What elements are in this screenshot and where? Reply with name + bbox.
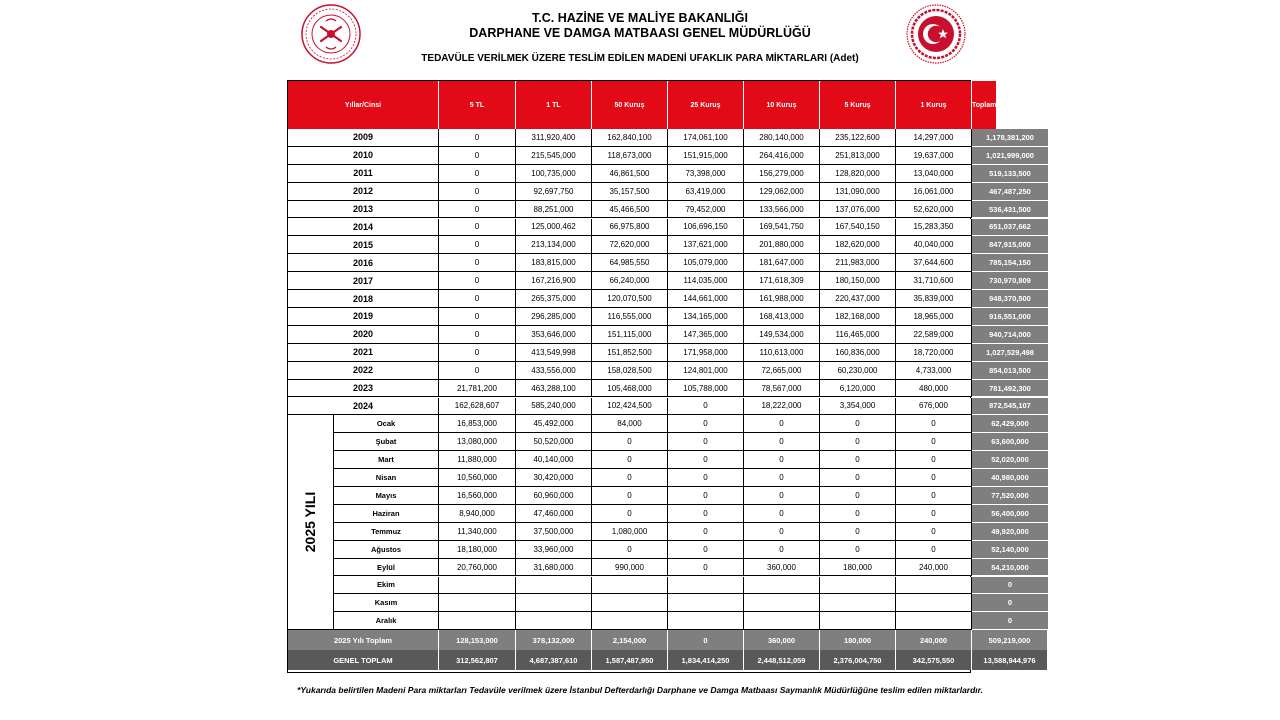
table-cell: 46,861,500	[592, 165, 668, 183]
table-cell	[668, 612, 744, 630]
table-cell: 133,566,000	[744, 201, 820, 219]
table-cell: 0	[668, 541, 744, 559]
table-cell: 79,452,000	[668, 201, 744, 219]
table-cell: 181,647,000	[744, 254, 820, 272]
row-month-label: Nisan	[334, 469, 439, 487]
column-header: 50 Kuruş	[592, 81, 668, 129]
row-total: 916,551,000	[972, 308, 1048, 326]
table-cell: 73,398,000	[668, 165, 744, 183]
table-cell: 360,000	[744, 559, 820, 577]
row-year-label: 2010	[288, 147, 439, 165]
table-cell: 0	[439, 254, 516, 272]
grand-total-cell: 1,587,487,950	[592, 650, 668, 670]
row-year-label: 2011	[288, 165, 439, 183]
row-total: 40,980,000	[972, 469, 1048, 487]
table-cell: 4,733,000	[896, 362, 972, 380]
table-cell: 6,120,000	[820, 380, 896, 398]
year-total-cell: 378,132,000	[516, 630, 592, 650]
table-cell: 37,500,000	[516, 523, 592, 541]
table-cell: 0	[592, 451, 668, 469]
row-total: 872,545,107	[972, 398, 1048, 416]
year-2025-label	[288, 415, 334, 630]
row-total: 1,178,381,200	[972, 129, 1048, 147]
year-total-cell: 180,000	[820, 630, 896, 650]
table-cell: 0	[668, 559, 744, 577]
row-year-label: 2015	[288, 236, 439, 254]
table-cell: 45,492,000	[516, 415, 592, 433]
table-cell: 0	[820, 523, 896, 541]
table-cell: 161,988,000	[744, 290, 820, 308]
row-year-label: 2009	[288, 129, 439, 147]
table-cell: 0	[439, 165, 516, 183]
table-cell: 147,365,000	[668, 326, 744, 344]
table-cell: 11,880,000	[439, 451, 516, 469]
grand-total-sum: 13,588,944,976	[972, 650, 1048, 670]
table-cell: 0	[820, 505, 896, 523]
table-cell: 33,960,000	[516, 541, 592, 559]
table-cell: 52,620,000	[896, 201, 972, 219]
table-cell: 182,168,000	[820, 308, 896, 326]
row-total: 0	[972, 594, 1048, 612]
table-cell: 990,000	[592, 559, 668, 577]
table-cell: 0	[668, 487, 744, 505]
table-cell	[592, 577, 668, 595]
table-cell	[668, 594, 744, 612]
table-cell: 182,620,000	[820, 236, 896, 254]
table-cell: 235,122,600	[820, 129, 896, 147]
row-month-label: Aralık	[334, 612, 439, 630]
table-cell: 18,720,000	[896, 344, 972, 362]
table-cell: 265,375,000	[516, 290, 592, 308]
table-cell: 66,975,800	[592, 219, 668, 237]
column-header: Toplam	[972, 81, 997, 129]
table-cell: 201,880,000	[744, 236, 820, 254]
table-cell: 171,618,309	[744, 272, 820, 290]
table-cell: 0	[820, 451, 896, 469]
table-cell: 16,560,000	[439, 487, 516, 505]
table-cell: 35,839,000	[896, 290, 972, 308]
table-cell: 264,416,000	[744, 147, 820, 165]
coin-quantity-table	[287, 80, 1036, 673]
table-cell	[592, 594, 668, 612]
table-cell: 20,760,000	[439, 559, 516, 577]
column-header: 1 TL	[516, 81, 592, 129]
table-cell	[744, 577, 820, 595]
table-cell: 215,545,000	[516, 147, 592, 165]
table-cell: 0	[439, 308, 516, 326]
table-cell: 64,985,550	[592, 254, 668, 272]
table-cell: 60,230,000	[820, 362, 896, 380]
table-cell: 413,549,998	[516, 344, 592, 362]
table-cell: 45,466,500	[592, 201, 668, 219]
table-cell: 60,960,000	[516, 487, 592, 505]
row-total: 847,915,000	[972, 236, 1048, 254]
table-cell: 0	[439, 219, 516, 237]
row-year-label: 2020	[288, 326, 439, 344]
table-cell	[439, 577, 516, 595]
table-cell: 84,000	[592, 415, 668, 433]
row-month-label: Ekim	[334, 577, 439, 595]
table-cell: 0	[668, 523, 744, 541]
table-cell: 37,644,600	[896, 254, 972, 272]
table-cell: 110,613,000	[744, 344, 820, 362]
table-cell: 72,665,000	[744, 362, 820, 380]
table-cell: 0	[896, 469, 972, 487]
row-total: 651,037,662	[972, 219, 1048, 237]
table-cell: 251,813,000	[820, 147, 896, 165]
row-year-label: 2013	[288, 201, 439, 219]
row-total: 0	[972, 612, 1048, 630]
table-cell: 169,541,750	[744, 219, 820, 237]
table-cell: 0	[439, 272, 516, 290]
table-cell: 16,853,000	[439, 415, 516, 433]
table-cell: 114,035,000	[668, 272, 744, 290]
table-cell: 40,140,000	[516, 451, 592, 469]
table-cell: 125,000,462	[516, 219, 592, 237]
table-cell: 3,354,000	[820, 398, 896, 416]
table-cell: 19,637,000	[896, 147, 972, 165]
row-total: 1,021,999,000	[972, 147, 1048, 165]
grand-total-cell: 1,834,414,250	[668, 650, 744, 670]
table-cell: 0	[439, 362, 516, 380]
row-year-label: 2014	[288, 219, 439, 237]
table-cell: 21,781,200	[439, 380, 516, 398]
grand-total-cell: 4,687,387,610	[516, 650, 592, 670]
table-cell	[439, 612, 516, 630]
grand-total-cell: 2,376,004,750	[820, 650, 896, 670]
row-month-label: Mayıs	[334, 487, 439, 505]
table-cell: 1,080,000	[592, 523, 668, 541]
table-cell	[439, 594, 516, 612]
table-cell: 211,983,000	[820, 254, 896, 272]
table-cell: 0	[668, 433, 744, 451]
table-cell	[896, 577, 972, 595]
table-cell: 18,180,000	[439, 541, 516, 559]
year-total-label: 2025 Yılı Toplam	[288, 630, 439, 650]
table-cell: 0	[896, 505, 972, 523]
table-cell: 0	[820, 487, 896, 505]
table-cell: 102,424,500	[592, 398, 668, 416]
table-cell: 129,062,000	[744, 183, 820, 201]
row-total: 854,013,500	[972, 362, 1048, 380]
row-total: 0	[972, 577, 1048, 595]
table-cell: 213,134,000	[516, 236, 592, 254]
table-cell	[896, 594, 972, 612]
table-cell	[516, 594, 592, 612]
row-total: 785,154,150	[972, 254, 1048, 272]
table-cell: 0	[744, 469, 820, 487]
table-cell: 118,673,000	[592, 147, 668, 165]
table-cell: 8,940,000	[439, 505, 516, 523]
table-cell: 128,820,000	[820, 165, 896, 183]
row-month-label: Ocak	[334, 415, 439, 433]
table-cell: 47,460,000	[516, 505, 592, 523]
table-cell: 151,852,500	[592, 344, 668, 362]
table-cell: 134,165,000	[668, 308, 744, 326]
table-cell: 0	[592, 541, 668, 559]
column-header: 1 Kuruş	[896, 81, 972, 129]
table-cell	[744, 594, 820, 612]
table-cell: 0	[896, 487, 972, 505]
row-month-label: Haziran	[334, 505, 439, 523]
table-cell: 0	[439, 201, 516, 219]
row-month-label: Eylül	[334, 559, 439, 577]
row-year-label: 2021	[288, 344, 439, 362]
grand-total-cell: 2,448,512,059	[744, 650, 820, 670]
table-cell: 124,801,000	[668, 362, 744, 380]
row-year-label: 2016	[288, 254, 439, 272]
table-cell: 156,279,000	[744, 165, 820, 183]
row-total: 1,027,529,498	[972, 344, 1048, 362]
row-year-label: 2023	[288, 380, 439, 398]
table-cell: 40,040,000	[896, 236, 972, 254]
table-cell: 22,589,000	[896, 326, 972, 344]
table-cell	[668, 577, 744, 595]
table-cell: 105,788,000	[668, 380, 744, 398]
column-header: 10 Kuruş	[744, 81, 820, 129]
table-cell: 0	[820, 469, 896, 487]
table-cell: 116,555,000	[592, 308, 668, 326]
table-cell: 105,468,000	[592, 380, 668, 398]
table-cell: 311,920,400	[516, 129, 592, 147]
row-year-label: 2012	[288, 183, 439, 201]
table-cell: 0	[744, 505, 820, 523]
row-total: 467,487,250	[972, 183, 1048, 201]
table-cell	[820, 594, 896, 612]
year-total-cell: 360,000	[744, 630, 820, 650]
table-cell: 13,080,000	[439, 433, 516, 451]
column-header: 25 Kuruş	[668, 81, 744, 129]
table-cell: 120,070,500	[592, 290, 668, 308]
table-cell: 0	[744, 433, 820, 451]
row-total: 49,920,000	[972, 523, 1048, 541]
ministry-title: T.C. HAZİNE VE MALİYE BAKANLIĞI	[532, 11, 748, 25]
row-total: 62,429,000	[972, 415, 1048, 433]
table-cell: 0	[592, 433, 668, 451]
table-cell: 353,646,000	[516, 326, 592, 344]
table-cell: 105,079,000	[668, 254, 744, 272]
table-cell: 149,534,000	[744, 326, 820, 344]
table-cell: 116,465,000	[820, 326, 896, 344]
table-cell: 144,661,000	[668, 290, 744, 308]
table-title: TEDAVÜLE VERİLMEK ÜZERE TESLİM EDİLEN MADENİ UFAKLIK PARA MİKTARLARI (Adet)	[421, 53, 859, 64]
column-header: 5 Kuruş	[820, 81, 896, 129]
year-total-cell: 0	[668, 630, 744, 650]
row-year-label: 2017	[288, 272, 439, 290]
row-total: 781,492,300	[972, 380, 1048, 398]
table-cell: 463,288,100	[516, 380, 592, 398]
table-cell: 171,958,000	[668, 344, 744, 362]
table-cell: 180,150,000	[820, 272, 896, 290]
table-cell	[516, 577, 592, 595]
table-cell: 0	[668, 469, 744, 487]
table-cell: 78,567,000	[744, 380, 820, 398]
table-cell: 0	[439, 236, 516, 254]
table-cell: 676,000	[896, 398, 972, 416]
row-month-label: Mart	[334, 451, 439, 469]
table-cell: 296,285,000	[516, 308, 592, 326]
table-cell: 0	[744, 487, 820, 505]
table-cell: 0	[896, 415, 972, 433]
table-cell: 220,437,000	[820, 290, 896, 308]
table-cell: 0	[820, 541, 896, 559]
year-total-cell: 128,153,000	[439, 630, 516, 650]
row-year-label: 2022	[288, 362, 439, 380]
table-cell: 35,157,500	[592, 183, 668, 201]
table-cell: 0	[668, 505, 744, 523]
table-cell: 0	[896, 541, 972, 559]
row-month-label: Temmuz	[334, 523, 439, 541]
table-cell: 151,915,000	[668, 147, 744, 165]
table-cell: 0	[439, 326, 516, 344]
row-total: 730,970,809	[972, 272, 1048, 290]
row-month-label: Şubat	[334, 433, 439, 451]
table-cell	[592, 612, 668, 630]
year-total-sum: 509,219,000	[972, 630, 1048, 650]
table-cell: 18,965,000	[896, 308, 972, 326]
table-cell: 13,040,000	[896, 165, 972, 183]
table-cell: 92,697,750	[516, 183, 592, 201]
row-year-label: 2018	[288, 290, 439, 308]
table-cell: 18,222,000	[744, 398, 820, 416]
table-cell: 100,735,000	[516, 165, 592, 183]
table-cell: 0	[896, 451, 972, 469]
table-cell: 160,836,000	[820, 344, 896, 362]
table-cell: 0	[896, 523, 972, 541]
table-cell	[896, 612, 972, 630]
year-total-cell: 2,154,000	[592, 630, 668, 650]
table-cell: 168,413,000	[744, 308, 820, 326]
table-cell: 50,520,000	[516, 433, 592, 451]
table-cell: 15,283,350	[896, 219, 972, 237]
table-cell: 0	[744, 451, 820, 469]
table-cell: 167,540,150	[820, 219, 896, 237]
row-total: 52,140,000	[972, 541, 1048, 559]
row-year-label: 2024	[288, 398, 439, 416]
table-cell: 66,240,000	[592, 272, 668, 290]
row-total: 940,714,000	[972, 326, 1048, 344]
table-cell: 162,628,607	[439, 398, 516, 416]
table-cell: 0	[668, 398, 744, 416]
table-cell: 137,621,000	[668, 236, 744, 254]
table-cell: 0	[744, 415, 820, 433]
table-cell: 72,620,000	[592, 236, 668, 254]
year-2025-label-text: 2025 YILI	[302, 492, 319, 553]
table-cell: 0	[896, 433, 972, 451]
column-header: Yıllar/Cinsi	[288, 81, 439, 129]
table-cell: 158,028,500	[592, 362, 668, 380]
table-cell: 0	[439, 183, 516, 201]
row-year-label: 2019	[288, 308, 439, 326]
table-cell	[516, 612, 592, 630]
table-cell: 0	[744, 541, 820, 559]
column-header: 5 TL	[439, 81, 516, 129]
directorate-title: DARPHANE VE DAMGA MATBAASI GENEL MÜDÜRLÜĞÜ	[469, 26, 811, 40]
row-month-label: Ağustos	[334, 541, 439, 559]
row-total: 54,210,000	[972, 559, 1048, 577]
table-cell: 0	[439, 129, 516, 147]
table-cell: 106,696,150	[668, 219, 744, 237]
table-cell: 0	[820, 433, 896, 451]
row-total: 948,370,500	[972, 290, 1048, 308]
table-cell: 10,560,000	[439, 469, 516, 487]
table-cell: 16,061,000	[896, 183, 972, 201]
table-cell: 11,340,000	[439, 523, 516, 541]
row-month-label: Kasım	[334, 594, 439, 612]
table-cell: 0	[439, 147, 516, 165]
table-cell: 0	[592, 487, 668, 505]
table-cell	[820, 577, 896, 595]
footnote: *Yukarıda belirtilen Madeni Para miktarları Tedavüle verilmek üzere İstanbul Defterdarlığı Darphane ve Damga Matbaası Saymanlık Müdürlüğüne teslim edilen miktarlardır.	[297, 685, 983, 695]
table-cell: 0	[592, 505, 668, 523]
table-cell: 240,000	[896, 559, 972, 577]
table-cell: 137,076,000	[820, 201, 896, 219]
table-cell: 280,140,000	[744, 129, 820, 147]
table-cell	[820, 612, 896, 630]
row-total: 63,600,000	[972, 433, 1048, 451]
year-total-cell: 240,000	[896, 630, 972, 650]
table-cell: 0	[668, 451, 744, 469]
grand-total-cell: 342,575,550	[896, 650, 972, 670]
table-cell: 433,556,000	[516, 362, 592, 380]
table-cell: 30,420,000	[516, 469, 592, 487]
row-total: 77,520,000	[972, 487, 1048, 505]
table-cell: 585,240,000	[516, 398, 592, 416]
table-cell: 0	[592, 469, 668, 487]
table-cell: 480,000	[896, 380, 972, 398]
row-total: 519,133,500	[972, 165, 1048, 183]
table-cell: 151,115,000	[592, 326, 668, 344]
table-cell: 0	[820, 415, 896, 433]
table-cell: 31,710,600	[896, 272, 972, 290]
table-cell: 131,090,000	[820, 183, 896, 201]
table-cell: 180,000	[820, 559, 896, 577]
table-cell: 167,216,900	[516, 272, 592, 290]
table-cell: 0	[439, 290, 516, 308]
table-cell: 0	[439, 344, 516, 362]
grand-total-cell: 312,562,807	[439, 650, 516, 670]
table-cell: 14,297,000	[896, 129, 972, 147]
table-cell: 63,419,000	[668, 183, 744, 201]
table-cell: 174,061,100	[668, 129, 744, 147]
table-cell	[744, 612, 820, 630]
row-total: 52,020,000	[972, 451, 1048, 469]
table-cell: 162,840,100	[592, 129, 668, 147]
table-cell: 0	[668, 415, 744, 433]
row-total: 56,400,000	[972, 505, 1048, 523]
row-total: 536,431,500	[972, 201, 1048, 219]
table-cell: 183,815,000	[516, 254, 592, 272]
table-cell: 0	[744, 523, 820, 541]
grand-total-label: GENEL TOPLAM	[288, 650, 439, 670]
table-cell: 88,251,000	[516, 201, 592, 219]
table-cell: 31,680,000	[516, 559, 592, 577]
